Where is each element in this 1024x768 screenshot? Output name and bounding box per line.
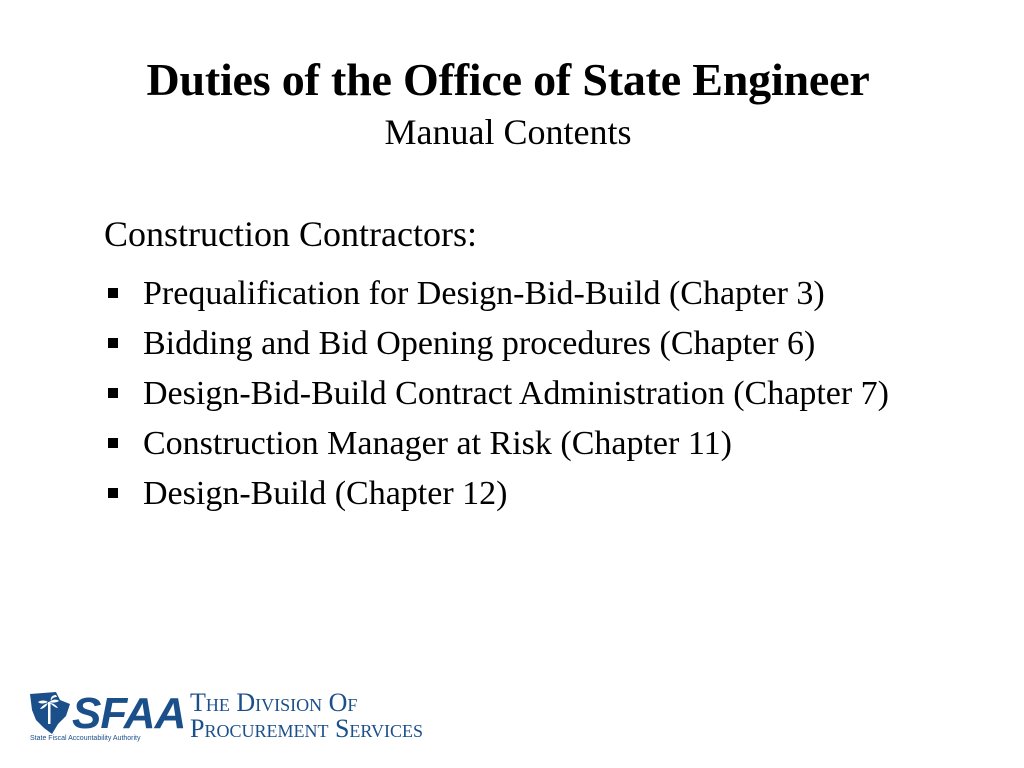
division-name [190, 690, 423, 742]
square-bullet-icon [108, 288, 118, 298]
bullet-text: Prequalification for Design-Bid-Build (Chapter 3) [143, 275, 825, 312]
square-bullet-icon [108, 338, 118, 348]
bullet-text: Construction Manager at Risk (Chapter 11) [143, 425, 732, 462]
bullet-text: Design-Bid-Build Contract Administration (Chapter 7) [143, 375, 890, 412]
slide-subtitle: Manual Contents [384, 112, 632, 152]
bullet-text: Design-Build (Chapter 12) [143, 475, 508, 512]
square-bullet-icon [108, 388, 118, 398]
bullet-item [104, 322, 984, 365]
division-line-1: The Division Of [190, 688, 358, 717]
bullet-item [104, 422, 984, 465]
bullet-item [104, 272, 984, 315]
bullet-item [104, 472, 984, 515]
logo-tagline: State Fiscal Accountability Authority [30, 735, 141, 742]
slide-title: Duties of the Office of State Engineer [146, 54, 870, 105]
square-bullet-icon [108, 488, 118, 498]
square-bullet-icon [108, 438, 118, 448]
sfaa-logo [26, 688, 486, 748]
bullet-list [104, 272, 984, 522]
bullet-text: Bidding and Bid Opening procedures (Chapter 6) [143, 325, 816, 362]
palmetto-tree-icon [26, 690, 74, 736]
division-line-2: Procurement Services [190, 714, 423, 743]
bullet-item [104, 372, 984, 415]
section-heading: Construction Contractors: [104, 214, 477, 254]
logo-acronym: SFAA [72, 689, 186, 738]
logo-mark [26, 690, 186, 746]
